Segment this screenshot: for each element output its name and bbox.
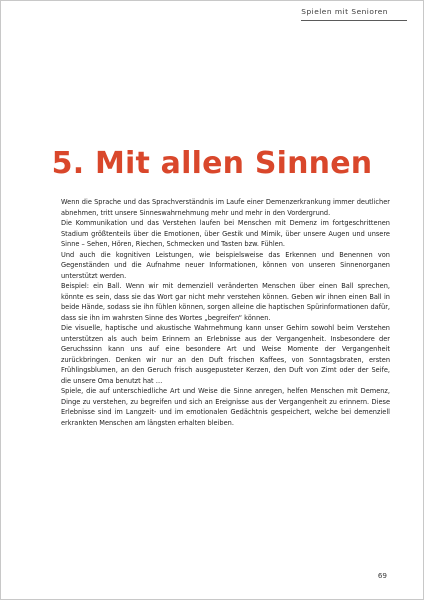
paragraph: Wenn die Sprache und das Sprachverständnis im Laufe einer Demenzerkrankung immer deutlicher abnehmen, tritt unsere Sinneswahrnehmung mehr und mehr in den Vordergrund. xyxy=(61,198,390,217)
paragraph: Spiele, die auf unterschiedliche Art und Weise die Sinne anregen, helfen Menschen mit Demenz, Dinge zu verstehen, zu begreifen und sich an Ereignisse aus der Vergangenheit zu erinnern. Diese Erlebnisse sind im Langzeit- und im emotionalen Gedächtnis gespeichert, welche bei demenziell erkrankten Menschen am längsten erhalten bleiben. xyxy=(61,387,390,427)
chapter-title: 5. Mit allen Sinnen xyxy=(51,146,373,181)
paragraph: Beispiel: ein Ball. Wenn wir mit demenziell veränderten Menschen über einen Ball sprechen, könnte es sein, dass sie das Wort gar nicht mehr verstehen können. Geben wir ihnen einen Ball in beide Hände, sodass sie ihn fühlen können, sorgen alleine die haptischen Spürinformationen dafür, dass sie ihn im wahrsten Sinne des Wortes „begreifen“ können. xyxy=(61,282,390,322)
page-number: 69 xyxy=(377,571,387,580)
header-rule xyxy=(301,20,407,21)
running-header: Spielen mit Senioren xyxy=(301,7,388,16)
paragraph: Die Kommunikation und das Verstehen laufen bei Menschen mit Demenz im fortgeschrittenen Stadium größtenteils über die Emotionen, über Gestik und Mimik, über unsere Augen und unsere Sinne – Sehen, Hören, Riechen, Schmecken und Tasten bzw. Fühlen. xyxy=(61,219,390,248)
body-text xyxy=(61,197,390,428)
paragraph: Und auch die kognitiven Leistungen, wie beispielsweise das Erkennen und Benennen von Gegenständen und die Aufnahme neuer Informationen, können von unseren Sinnenorganen unterstützt werden. xyxy=(61,250,390,280)
paragraph: Die visuelle, haptische und akustische Wahrnehmung kann unser Gehirn sowohl beim Verstehen unterstützen als auch beim Erinnern an Erlebnisse aus der Vergangenheit. Insbesondere der Geruchssinn kann uns auf eine besondere Art und Weise Momente der Vergangenheit zurückbringen. Denken wir nur an den Duft frischen Kaffees, von Sonntagsbraten, ersten Frühlingsblumen, an den Geruch frisch ausgepusteter Kerzen, den Duft von Zimt oder der Seife, die unsere Oma benutzt hat … xyxy=(61,324,390,385)
